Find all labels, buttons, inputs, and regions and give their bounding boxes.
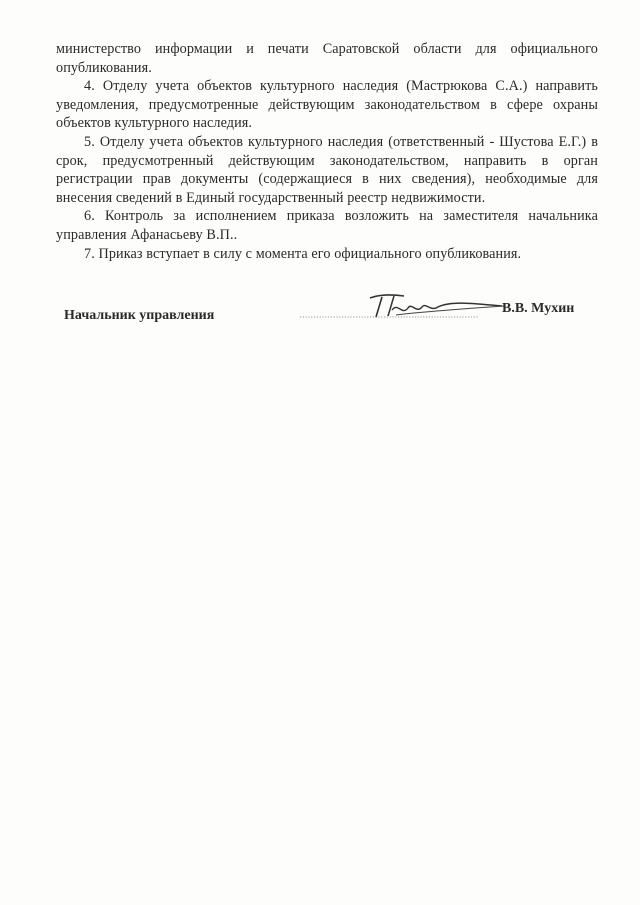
signature-block (60, 290, 600, 330)
paragraph-item-5: 5. Отделу учета объектов культурного наследия (ответственный - Шустова Е.Г.) в срок, предусмотренный действующим законодательством, направить в орган регистрации прав документы (содержащиеся в них сведения), необходимые для внесения сведений в Единый государственный реестр недвижимости. (56, 133, 598, 206)
document-body (56, 40, 598, 263)
handwritten-signature (300, 290, 510, 324)
paragraph-continuation: министерство информации и печати Саратовской области для официального опубликования. (56, 41, 598, 76)
signatory-title: Начальник управления (64, 308, 215, 323)
paragraph-item-4: 4. Отделу учета объектов культурного наследия (Мастрюкова С.А.) направить уведомления, предусмотренные действующим законодательством в сфере охраны объектов культурного наследия. (56, 78, 598, 132)
signatory-name: В.В. Мухин (502, 301, 575, 316)
paragraph-item-7: 7. Приказ вступает в силу с момента его официального опубликования. (84, 245, 522, 262)
paragraph-item-6: 6. Контроль за исполнением приказа возложить на заместителя начальника управления Афанасьеву В.П.. (56, 208, 598, 243)
